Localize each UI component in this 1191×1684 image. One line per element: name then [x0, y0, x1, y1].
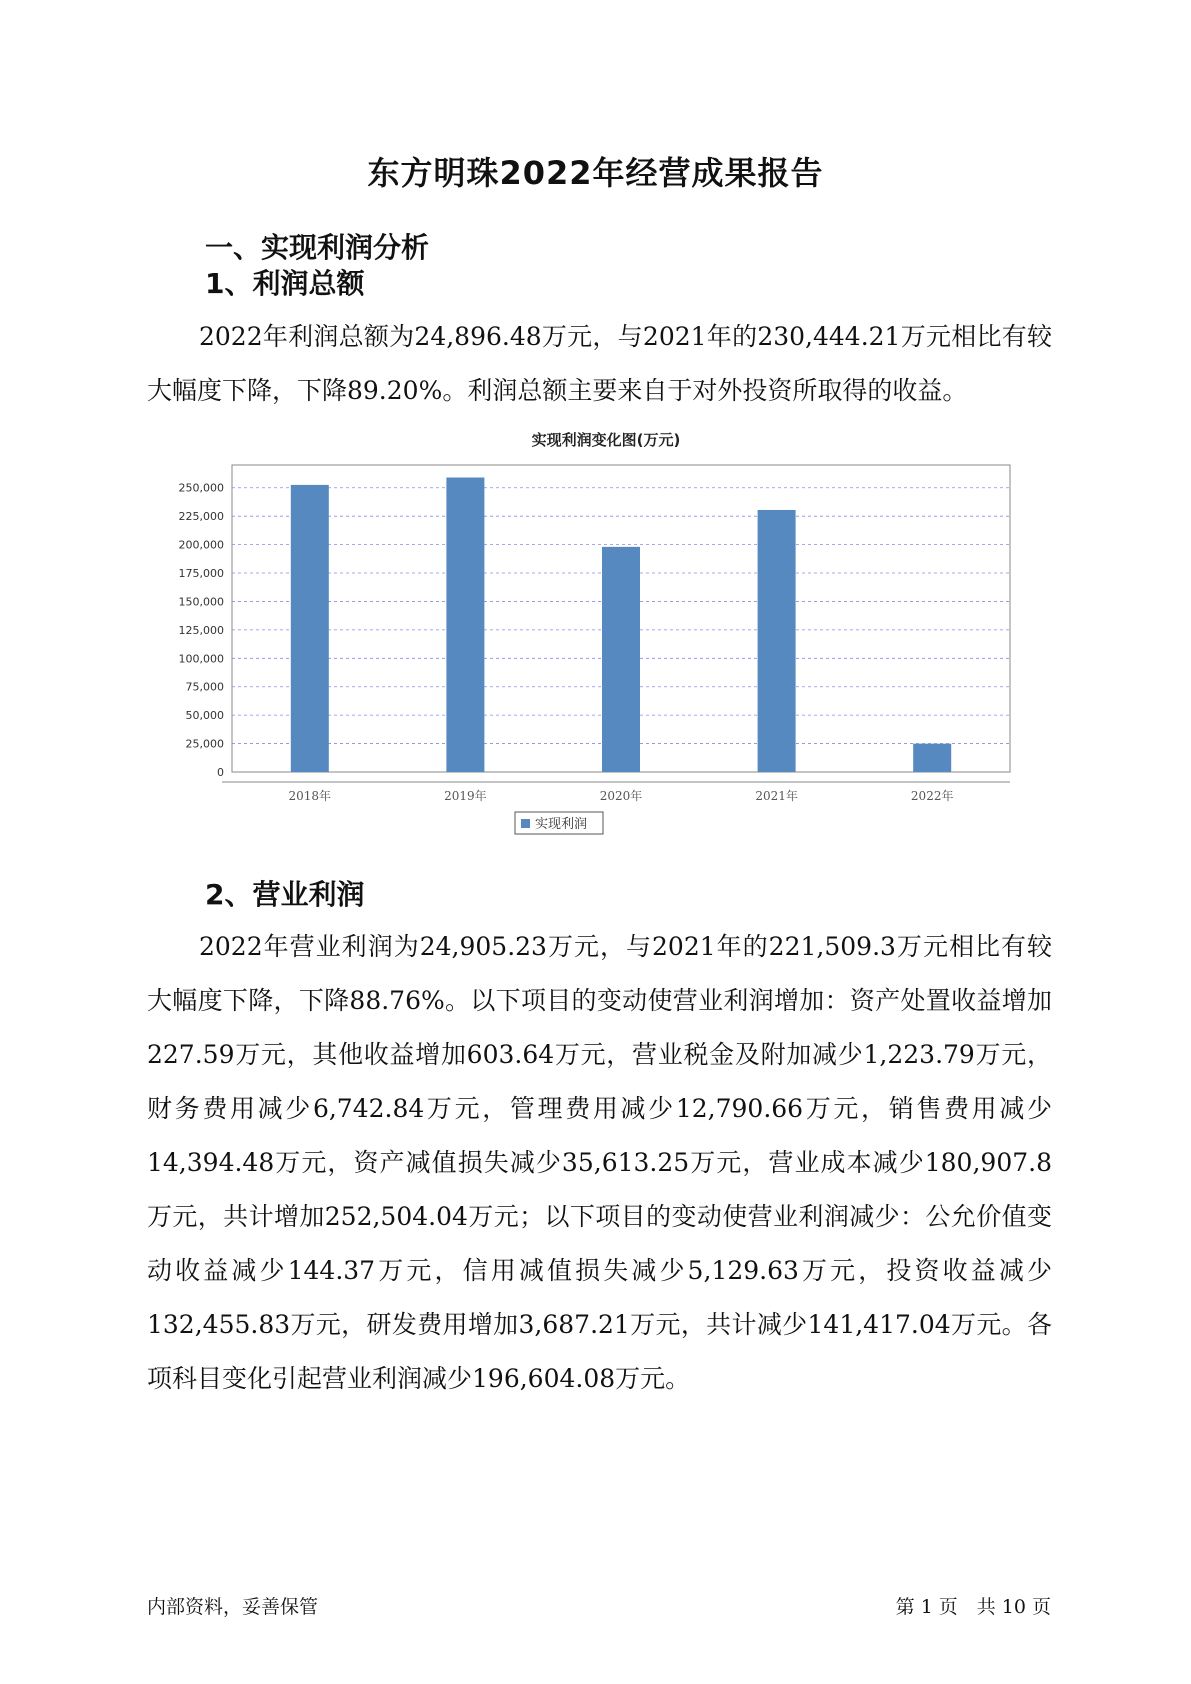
- section-heading-profit-analysis: 一、实现利润分析: [205, 231, 430, 264]
- y-tick-label: 50,000: [185, 709, 224, 723]
- y-tick-label: 0: [217, 766, 224, 779]
- x-tick-label: 2022年: [910, 789, 954, 803]
- profit-chart: [160, 431, 1020, 915]
- bar: [602, 547, 640, 772]
- page-current: 1: [920, 1596, 933, 1618]
- y-tick-label: 250,000: [178, 481, 224, 495]
- legend-swatch: [521, 819, 530, 828]
- paragraph-operating-profit: 2022年营业利润为24,905.23万元，与2021年的221,509.3万元相比有较大幅度下降，下降88.76%。以下项目的变动使营业利润增加：资产处置收益增加227.59万元，其他收益增加603.64万元，营业税金及附加减少1,223.79万元，财务费用减少6,742.84万元，管理费用减少12,790.66万元，销售费用减少14,394.48万元，资产减值损失减少35,613.25万元，营业成本减少180,907.8万元，共计增加252,504.04万元；以下项目的变动使营业利润减少：公允价值变动收益减少144.37万元，信用减值损失减少5,129.63万元，投资收益减少132,455.83万元，研发费用增加3,687.21万元，共计减少141,417.04万元。各项科目变化引起营业利润减少196,604.08万元。: [147, 932, 1052, 1393]
- y-tick-label: 225,000: [178, 510, 224, 524]
- bar: [758, 510, 796, 772]
- legend-label: 实现利润: [535, 817, 588, 832]
- subheading-operating-profit: 2、营业利润: [205, 878, 365, 911]
- x-tick-label: 2020年: [599, 789, 643, 803]
- page-mid: 页 共: [938, 1596, 996, 1618]
- y-tick-label: 100,000: [178, 652, 224, 666]
- paragraph-total-profit: 2022年利润总额为24,896.48万元，与2021年的230,444.21万元相比有较大幅度下降，下降89.20%。利润总额主要来自于对外投资所取得的收益。: [147, 322, 1052, 405]
- page-suffix: 页: [1031, 1596, 1051, 1618]
- x-tick-label: 2019年: [444, 789, 487, 803]
- x-tick-label: 2021年: [755, 789, 798, 803]
- chart-title: 实现利润变化图(万元): [531, 431, 681, 449]
- bar: [913, 744, 951, 772]
- footer-page-number: [890, 1592, 1051, 1619]
- y-tick-label: 25,000: [185, 737, 224, 751]
- y-tick-label: 200,000: [178, 538, 224, 552]
- bar: [446, 478, 484, 772]
- subheading-total-profit: 1、利润总额: [205, 267, 365, 300]
- y-tick-label: 125,000: [178, 623, 224, 637]
- y-tick-label: 175,000: [178, 567, 224, 581]
- footer-confidential-note: 内部资料，妥善保管: [147, 1596, 319, 1618]
- bar: [291, 485, 329, 772]
- profit-bar-chart: [160, 431, 1020, 915]
- y-tick-label: 150,000: [178, 595, 224, 609]
- page-prefix: 第: [895, 1596, 915, 1618]
- y-tick-label: 75,000: [185, 680, 224, 694]
- page-title: 东方明珠2022年经营成果报告: [367, 154, 824, 192]
- page-total: 10: [1001, 1596, 1026, 1618]
- x-tick-label: 2018年: [288, 789, 332, 803]
